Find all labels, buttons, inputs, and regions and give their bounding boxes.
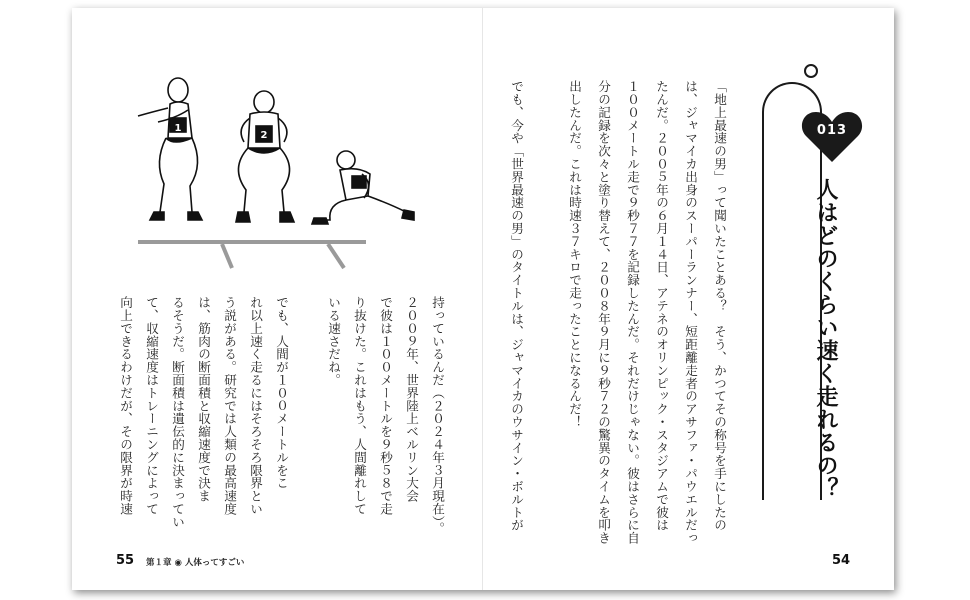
text-column: れ以上速く走るにはそろそろ限界とい	[248, 296, 263, 516]
text-column: るそうだ。断面積は遺伝的に決まってい	[170, 296, 185, 529]
runner-2	[236, 91, 294, 222]
text-column: 向上できるわけだが、その限界が時速	[118, 296, 133, 516]
running-head: 第１章 ◉ 人体ってすごい	[146, 558, 245, 568]
runner-3	[312, 151, 414, 224]
bib-number-2: 2	[260, 130, 268, 141]
page-number-right: 54	[832, 553, 851, 568]
sprinters-illustration	[132, 72, 422, 280]
text-column: 持っているんだ（２０２４年３月現在）。	[430, 296, 445, 535]
track-line	[138, 240, 366, 268]
text-column: は、ジャマイカ出身のスーパーランナー、短距離走者のアサファ・パウエルだっ	[683, 80, 698, 545]
text-column: は、筋肉の断面積と収縮速度で決ま	[196, 296, 211, 503]
text-column: でも、今や「世界最速の男」のタイトルは、ジャマイカのウサイン・ボルトが	[509, 80, 524, 532]
text-column: １００メートル走で９秒７７を記録したんだ。それだけじゃない。彼はさらに自	[625, 80, 640, 545]
text-column: いる速さだね。	[326, 296, 341, 387]
text-column: で彼は１００メートルを９秒５８で走	[378, 296, 393, 516]
chapter-number: 013	[816, 123, 848, 138]
text-column: 「地上最速の男」って聞いたことある？ そう、かつてその称号を手にしたの	[712, 80, 727, 532]
page-title: 人はどのくらい速く走れるの？	[813, 178, 838, 500]
page-number-left: 55	[116, 553, 135, 568]
text-column: て、収縮速度はトレーニングによって	[144, 296, 159, 516]
bib-number-1: 1	[174, 123, 182, 134]
text-column: たんだ。２００５年の６月１４日、アテネのオリンピック・スタジアムで彼は	[654, 80, 669, 532]
text-column: ２００９年、世界陸上ベルリン大会	[404, 296, 419, 503]
tab-ring	[804, 64, 818, 78]
runner-1	[138, 78, 202, 220]
text-column: り抜けた。これはもう、人間離れして	[352, 296, 367, 516]
text-column: でも、人間が１００メートルをこ	[274, 296, 289, 490]
page-gutter	[482, 8, 483, 590]
text-column: 出したんだ。これは時速３７キロで走ったことになるんだ！	[567, 80, 582, 429]
text-column: う説がある。研究では人類の最高速度	[222, 296, 237, 516]
text-column: 分の記録を次々と塗り替えて、２００８年９月に９秒７２の驚異のタイムを叩き	[596, 80, 611, 545]
